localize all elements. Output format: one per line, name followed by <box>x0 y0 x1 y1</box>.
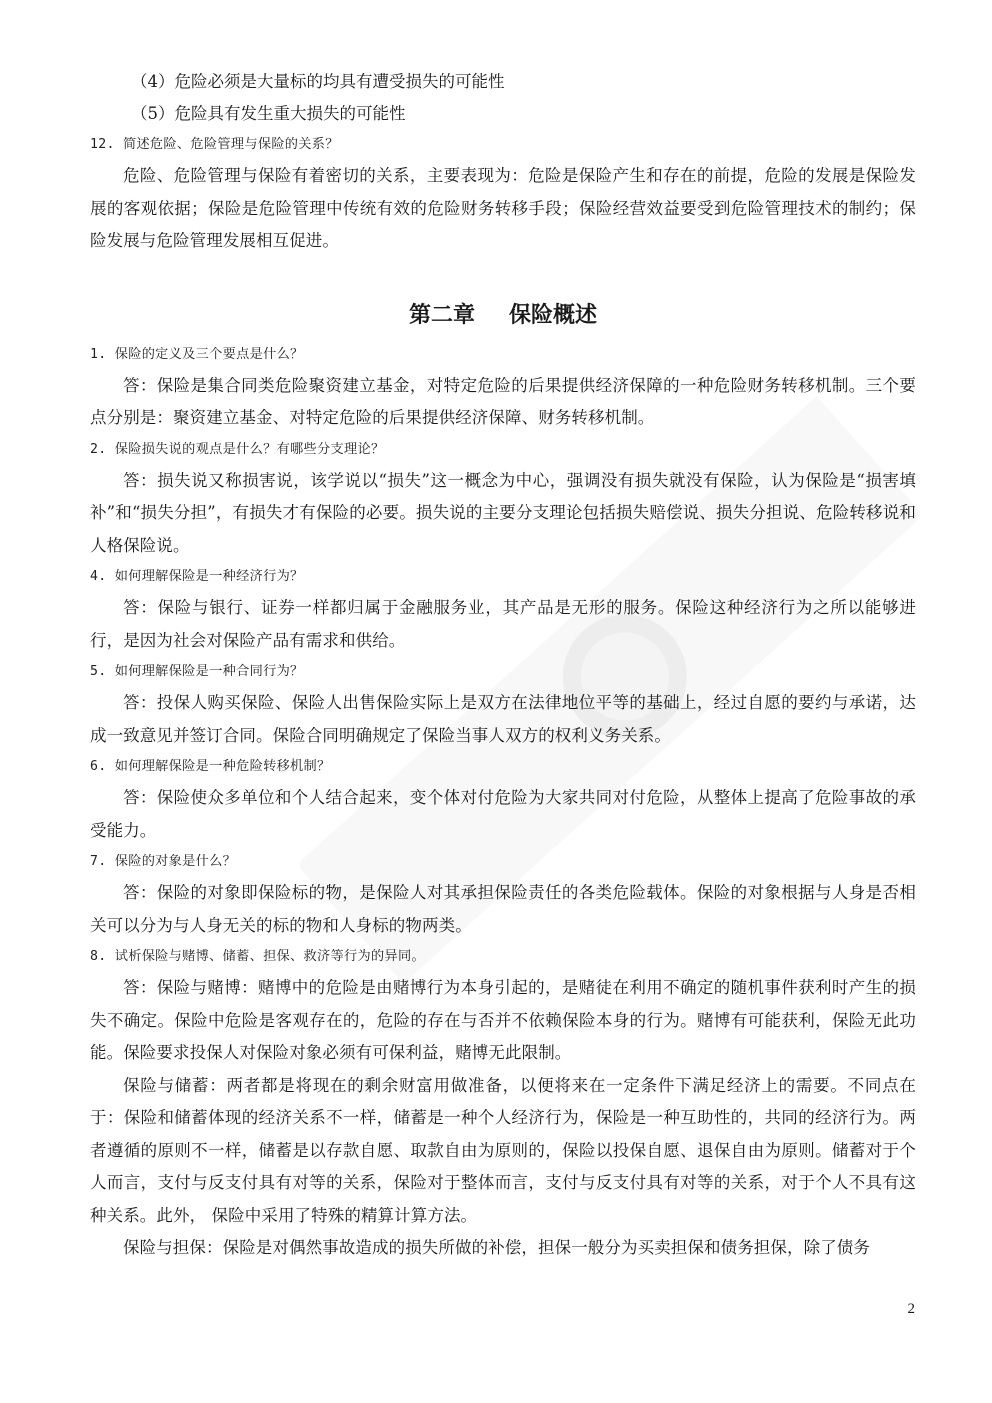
answer-7: 答：保险的对象即保险标的物，是保险人对其承担保险责任的各类危险载体。保险的对象根据与人身是否相关可以分为与人身无关的标的物和人身标的物两类。 <box>90 883 916 935</box>
question-1: 1. 保险的定义及三个要点是什么？ <box>90 346 304 362</box>
question-12: 12. 简述危险、危险管理与保险的关系？ <box>90 137 339 152</box>
chapter-title: 保险概述 <box>509 302 598 328</box>
answer-6: 答：保险使众多单位和个人结合起来，变个体对付危险为大家共同对付危险，从整体上提高了危险事故的承受能力。 <box>90 788 916 840</box>
answer-8-savings: 保险与储蓄：两者都是将现在的剩余财富用做准备，以便将来在一定条件下满足经济上的需要。不同点在于：保险和储蓄体现的经济关系不一样，储蓄是一种个人经济行为，保险是一种互助性的，共同的经济行为。两者遵循的原则不一样，储蓄是以存款自愿、取款自由为原则的，保险以投保自愿、退保自由为原则。储蓄对于个人而言，支付与反支付具有对等的关系，保险对于整体而言，支付与反支付具有对等的关系，对于个人不具有这种关系。此外， 保险中采用了特殊的精算计算方法。 <box>90 1075 916 1225</box>
question-4: 4. 如何理解保险是一种经济行为？ <box>90 569 304 584</box>
question-2: 2. 保险损失说的观点是什么？有哪些分支理论？ <box>90 441 385 457</box>
question-8: 8. 试析保险与赌博、储蓄、担保、救济等行为的异同。 <box>90 949 425 964</box>
chapter-heading <box>90 300 916 332</box>
answer-8-gambling: 答：保险与赌博：赌博中的危险是由赌博行为本身引起的，是赌徒在利用不确定的随机事件获利时产生的损失不确定。保险中危险是客观存在的，危险的存在与否并不依赖保险本身的行为。赌博有可能获利，保险无此功能。保险要求投保人对保险对象必须有可保利益，赌博无此限制。 <box>90 978 916 1062</box>
question-5: 5. 如何理解保险是一种合同行为？ <box>90 664 304 679</box>
question-7: 7. 保险的对象是什么？ <box>90 854 237 869</box>
chapter-number: 第二章 <box>408 302 475 328</box>
answer-4: 答：保险与银行、证券一样都归属于金融服务业，其产品是无形的服务。保险这种经济行为之所以能够进行，是因为社会对保险产品有需求和供给。 <box>90 598 916 650</box>
answer-8-guarantee: 保险与担保：保险是对偶然事故造成的损失所做的补偿，担保一般分为买卖担保和债务担保，除了债务 <box>123 1238 870 1257</box>
question-6: 6. 如何理解保险是一种危险转移机制？ <box>90 759 331 774</box>
answer-5: 答：投保人购买保险、保险人出售保险实际上是双方在法律地位平等的基础上，经过自愿的要约与承诺，达成一致意见并签订合同。保险合同明确规定了保险当事人双方的权利义务关系。 <box>90 693 916 745</box>
list-item-5: （5）危险具有发生重大损失的可能性 <box>131 104 406 123</box>
page-number: 2 <box>907 1301 915 1317</box>
answer-1: 答：保险是集合同类危险聚资建立基金，对特定危险的后果提供经济保障的一种危险财务转移机制。三个要点分别是：聚资建立基金、对特定危险的后果提供经济保障、财务转移机制。 <box>90 375 916 427</box>
list-item-4: （4）危险必须是大量标的均具有遭受损失的可能性 <box>131 72 505 91</box>
answer-12: 危险、危险管理与保险有着密切的关系，主要表现为：危险是保险产生和存在的前提，危险的发展是保险发展的客观依据；保险是危险管理中传统有效的危险财务转移手段；保险经营效益要受到危险管理技术的制约；保险发展与危险管理发展相互促进。 <box>90 166 916 250</box>
answer-2: 答：损失说又称损害说，该学说以“损失”这一概念为中心，强调没有损失就没有保险，认为保险是“损害填补”和“损失分担”，有损失才有保险的必要。损失说的主要分支理论包括损失赔偿说、损失分担说、危险转移说和人格保险说。 <box>90 470 916 555</box>
document-body <box>90 66 916 1265</box>
